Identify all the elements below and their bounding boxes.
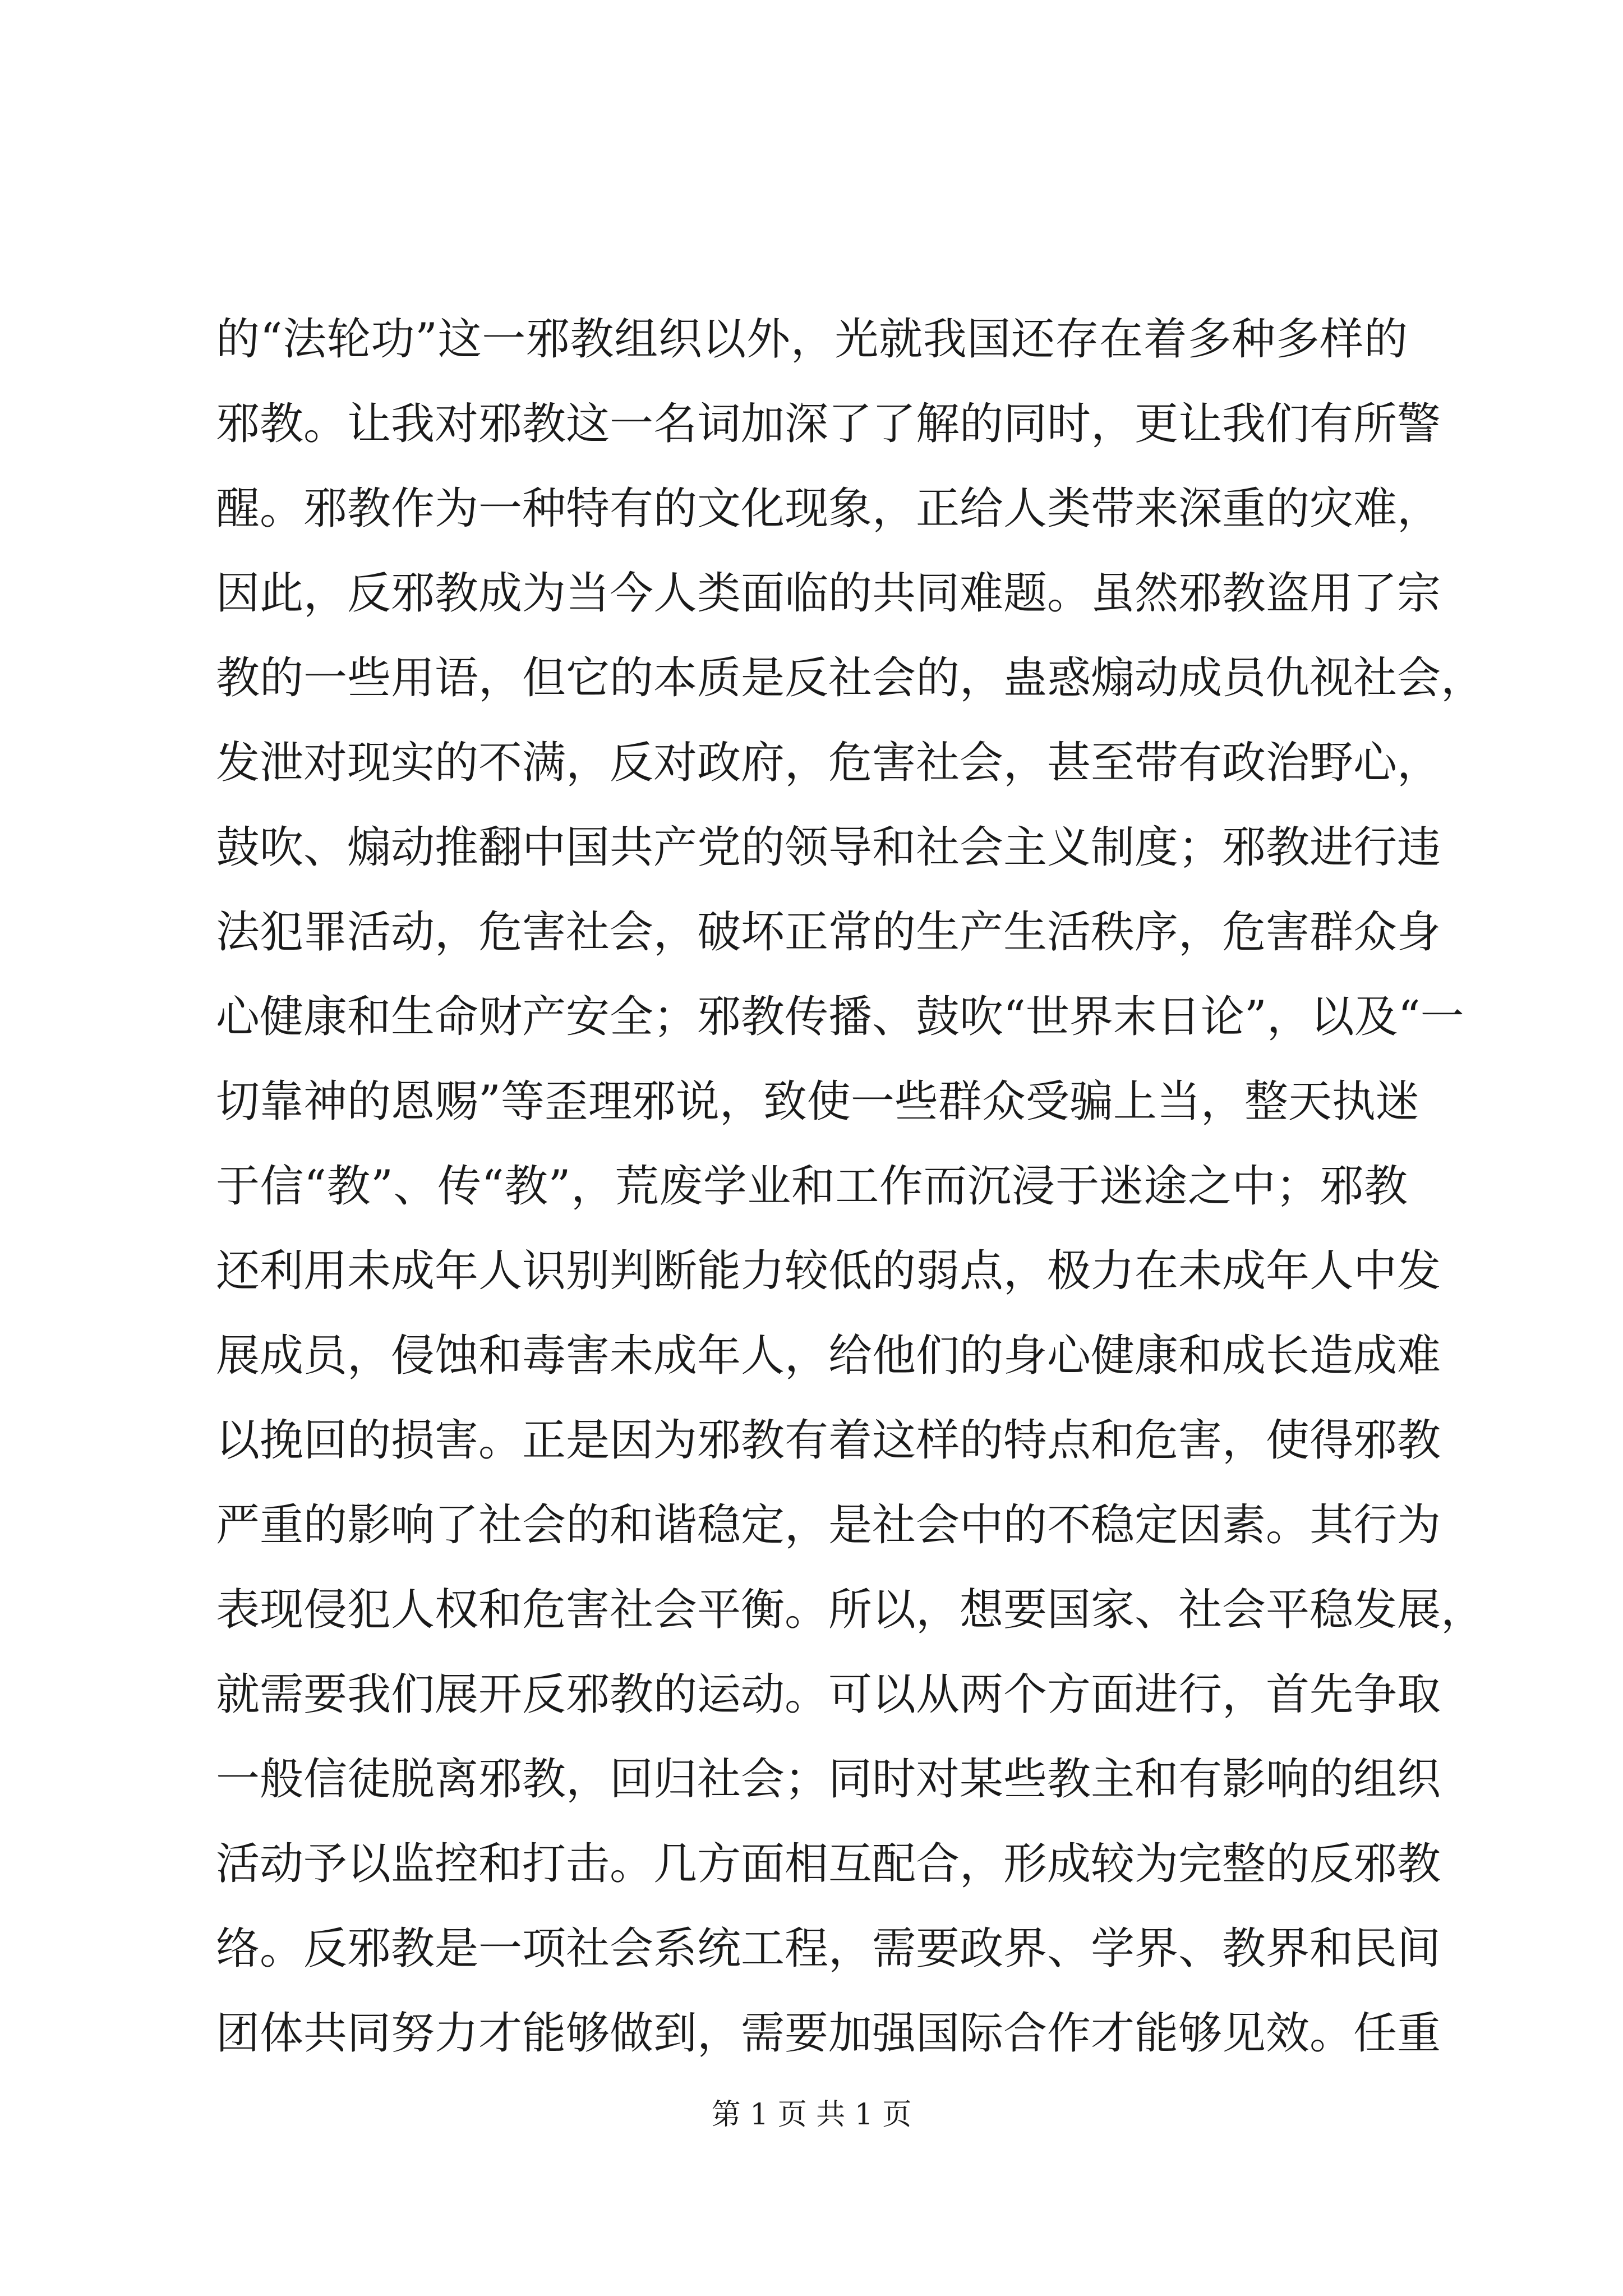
text-line: 络。反邪教是一项社会系统工程，需要政界、学界、教界和民间 [216,1924,1441,1974]
text-line: 邪教。让我对邪教这一名词加深了了解的同时，更让我们有所警 [216,399,1441,449]
text-line: 严重的影响了社会的和谐稳定，是社会中的不稳定因素。其行为 [216,1500,1441,1550]
text-line: 的“法轮功”这一邪教组织以外，光就我国还存在着多种多样的 [216,314,1408,365]
text-line: 于信“教”、传“教”，荒废学业和工作而沉浸于迷途之中；邪教 [216,1161,1408,1212]
text-line: 团体共同努力才能够做到，需要加强国际合作才能够见效。任重 [216,2008,1441,2059]
text-line: 醒。邪教作为一种特有的文化现象，正给人类带来深重的灾难， [216,484,1441,534]
text-line: 一般信徒脱离邪教，回归社会；同时对某些教主和有影响的组织 [216,1754,1441,1805]
text-line: 心健康和生命财产安全；邪教传播、鼓吹“世界末日论”，以及“一 [216,992,1464,1042]
text-line: 发泄对现实的不满，反对政府，危害社会，甚至带有政治野心， [216,738,1441,788]
text-line: 就需要我们展开反邪教的运动。可以从两个方面进行，首先争取 [216,1669,1441,1720]
text-line: 法犯罪活动，危害社会，破坏正常的生产生活秩序，危害群众身 [216,907,1441,958]
text-line: 活动予以监控和打击。几方面相互配合，形成较为完整的反邪教 [216,1839,1441,1889]
text-line: 展成员，侵蚀和毒害未成年人，给他们的身心健康和成长造成难 [216,1331,1441,1381]
text-line: 以挽回的损害。正是因为邪教有着这样的特点和危害，使得邪教 [216,1415,1441,1466]
text-line: 鼓吹、煽动推翻中国共产党的领导和社会主义制度；邪教进行违 [216,822,1441,873]
text-line: 因此，反邪教成为当今人类面临的共同难题。虽然邪教盗用了宗 [216,568,1441,619]
body-paragraph [216,297,1485,2076]
text-line: 教的一些用语，但它的本质是反社会的，蛊惑煽动成员仇视社会， [216,653,1485,703]
page-footer: 第 1 页 共 1 页 [711,2098,912,2132]
text-line: 表现侵犯人权和危害社会平衡。所以，想要国家、社会平稳发展， [216,1585,1485,1635]
text-line: 切靠神的恩赐”等歪理邪说，致使一些群众受骗上当，整天执迷 [216,1076,1419,1127]
text-line: 还利用未成年人识别判断能力较低的弱点，极力在未成年人中发 [216,1246,1441,1296]
